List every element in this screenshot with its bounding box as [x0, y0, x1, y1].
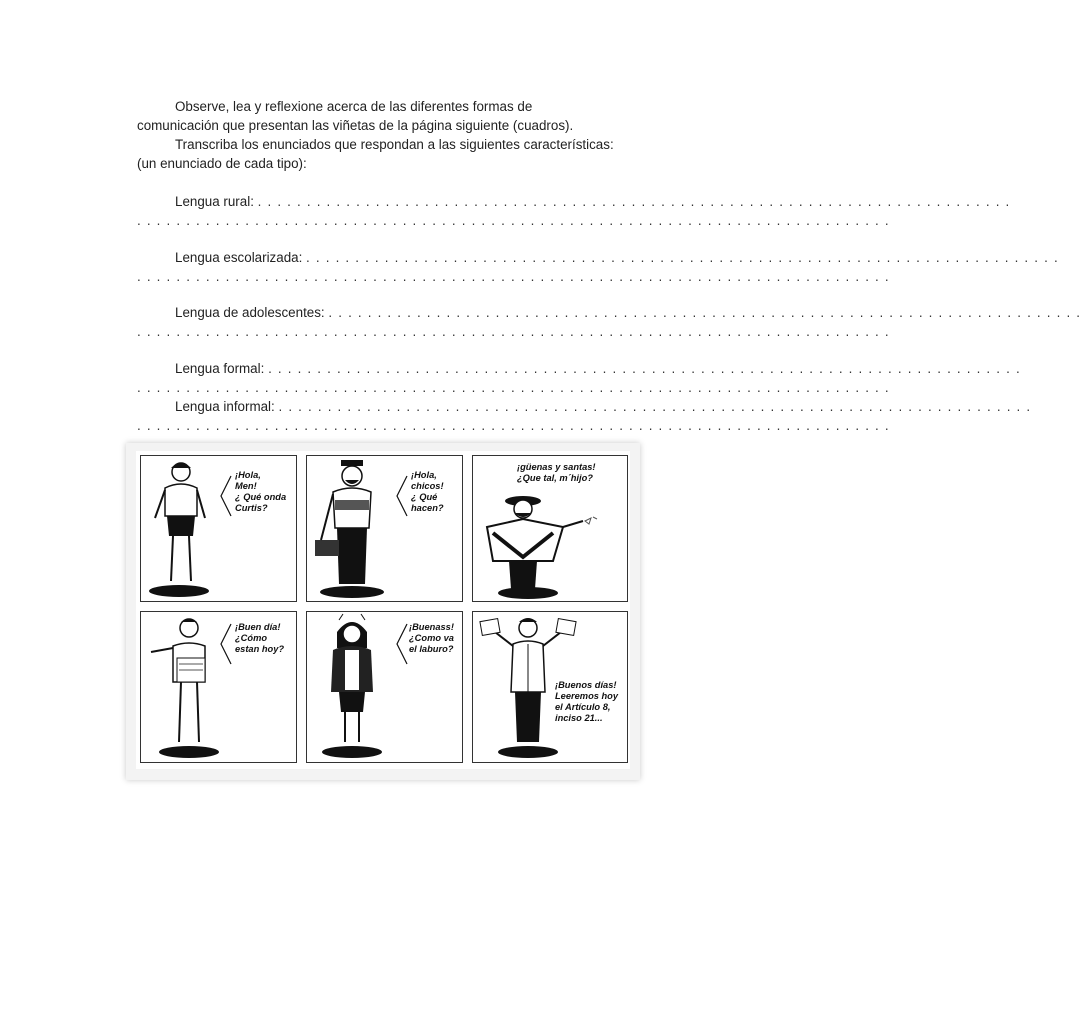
field-label: Lengua de adolescentes:: [175, 305, 325, 320]
field-lengua-informal[interactable]: [137, 397, 1032, 435]
answer-dots[interactable]: . . . . . . . . . . . . . . . . . . . . . . . . . . . . . . . . . . . . . . . . . . . . . . . . . . . . . . . . . . . . . . . . . . . . . . . . . . . . .: [137, 269, 890, 284]
answer-dots[interactable]: . . . . . . . . . . . . . . . . . . . . . . . . . . . . . . . . . . . . . . . . . . . . . . . . . . . . . . . . . . . . . . . . . . . . . . . . . . . . .: [268, 361, 1021, 376]
speech-tail: [395, 624, 409, 664]
field-lengua-adolescentes[interactable]: [137, 303, 1081, 341]
field-label: Lengua rural:: [175, 194, 254, 209]
speech-tail: [219, 476, 233, 516]
field-lengua-formal[interactable]: [137, 359, 1021, 397]
teen-boy-figure: [141, 456, 221, 601]
speech-bubble: ¡Hola, Men! ¿ Qué onda Curtis?: [235, 470, 287, 513]
instructions: [137, 97, 617, 173]
speech-bubble: ¡Buenass! ¿Como va el laburo?: [409, 622, 454, 654]
comic-grid: [136, 451, 630, 769]
field-lengua-escolarizada[interactable]: [137, 248, 1059, 286]
answer-dots[interactable]: . . . . . . . . . . . . . . . . . . . . . . . . . . . . . . . . . . . . . . . . . . . . . . . . . . . . . . . . . . . . . . . . . . . . . . . . . . . . .: [328, 305, 1081, 320]
worker-figure: [307, 612, 397, 762]
answer-dots[interactable]: . . . . . . . . . . . . . . . . . . . . . . . . . . . . . . . . . . . . . . . . . . . . . . . . . . . . . . . . . . . . . . . . . . . . . . . . . . . . .: [257, 194, 1011, 209]
answer-dots[interactable]: . . . . . . . . . . . . . . . . . . . . . . . . . . . . . . . . . . . . . . . . . . . . . . . . . . . . . . . . . . . . . . . . . . . . . . . . . . . . .: [137, 213, 890, 228]
comic-panel-4: [140, 611, 297, 763]
comic-strip: [126, 443, 640, 780]
comic-panel-5: [306, 611, 463, 763]
instruction-paragraph-1: Observe, lea y reflexione acerca de las diferentes formas de comunicación que presentan las viñetas de la página siguiente (cuadros).: [137, 99, 574, 133]
speech-tail: [219, 624, 233, 664]
field-label: Lengua escolarizada:: [175, 250, 303, 265]
field-lengua-rural[interactable]: [137, 192, 1011, 230]
field-label: Lengua informal:: [175, 399, 275, 414]
speech-bubble: ¡Buenos días! Leeremos hoy el Artículo 8, inciso 21...: [555, 680, 619, 723]
instruction-paragraph-2: Transcriba los enunciados que respondan a las siguientes características: (un enunciado de cada tipo):: [137, 137, 614, 171]
answer-dots[interactable]: . . . . . . . . . . . . . . . . . . . . . . . . . . . . . . . . . . . . . . . . . . . . . . . . . . . . . . . . . . . . . . . . . . . . . . . . . . . . .: [278, 399, 1032, 414]
answer-dots[interactable]: . . . . . . . . . . . . . . . . . . . . . . . . . . . . . . . . . . . . . . . . . . . . . . . . . . . . . . . . . . . . . . . . . . . . . . . . . . . . .: [306, 250, 1059, 265]
speech-tail: [395, 476, 409, 516]
comic-panel-3: [472, 455, 628, 602]
speech-bubble: ¡güenas y santas! ¿Que tal, m´hijo?: [517, 462, 596, 483]
field-label: Lengua formal:: [175, 361, 265, 376]
man-newspaper-figure: [141, 612, 231, 762]
gaucho-figure: [473, 491, 627, 601]
teacher-man-figure: [307, 456, 397, 601]
answer-dots[interactable]: . . . . . . . . . . . . . . . . . . . . . . . . . . . . . . . . . . . . . . . . . . . . . . . . . . . . . . . . . . . . . . . . . . . . . . . . . . . . .: [137, 324, 890, 339]
comic-panel-6: [472, 611, 628, 763]
speech-bubble: ¡Hola, chicos! ¿ Qué hacen?: [411, 470, 444, 513]
comic-panel-1: [140, 455, 297, 602]
answer-dots[interactable]: . . . . . . . . . . . . . . . . . . . . . . . . . . . . . . . . . . . . . . . . . . . . . . . . . . . . . . . . . . . . . . . . . . . . . . . . . . . . .: [137, 380, 890, 395]
comic-panel-2: [306, 455, 463, 602]
answer-dots[interactable]: . . . . . . . . . . . . . . . . . . . . . . . . . . . . . . . . . . . . . . . . . . . . . . . . . . . . . . . . . . . . . . . . . . . . . . . . . . . . .: [137, 418, 890, 433]
speech-bubble: ¡Buen día! ¿Cómo estan hoy?: [235, 622, 285, 654]
